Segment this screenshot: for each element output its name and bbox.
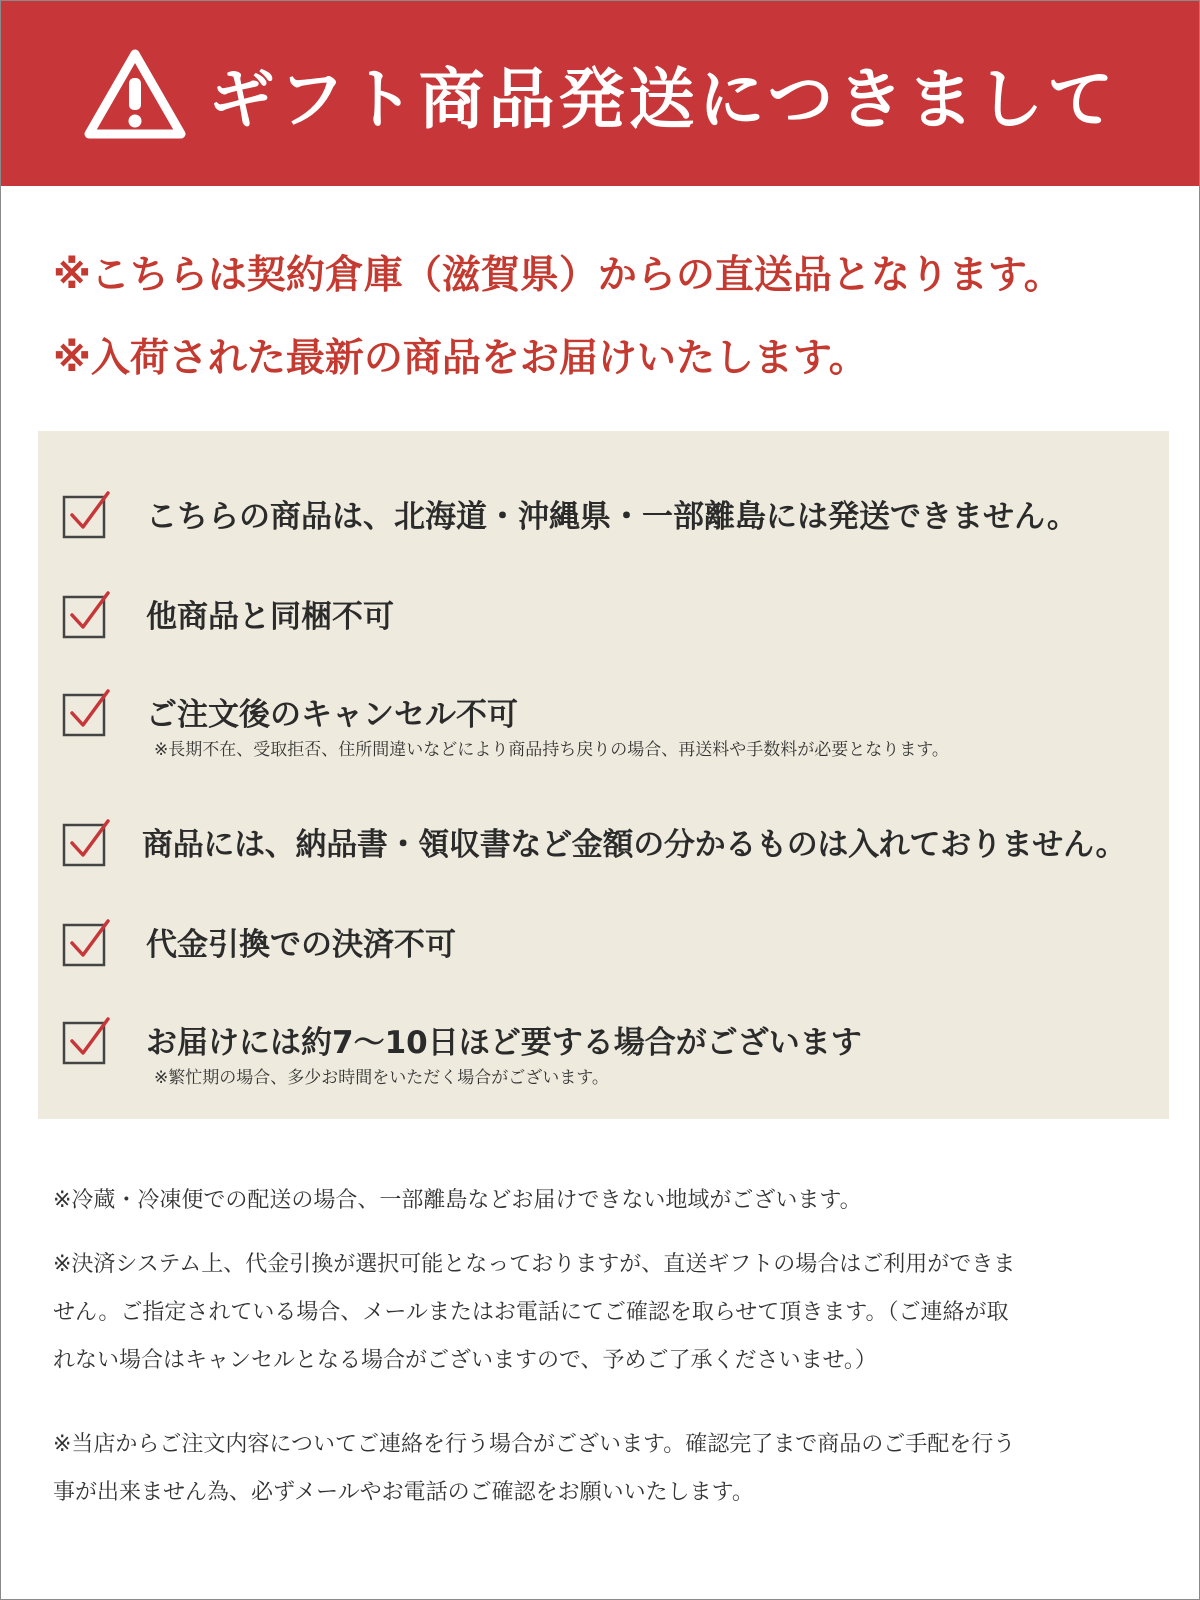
page-title: ギフト商品発送につきまして [208, 61, 1118, 138]
header-banner [1, 1, 1199, 186]
checklist-box [38, 431, 1169, 1119]
warning-triangle-icon [83, 48, 187, 140]
checklist-label: ご注文後のキャンセル不可 [146, 697, 518, 733]
footer-note-cold-delivery: ※冷蔵・冷凍便での配送の場合、一部離島などお届けできない地域がございます。 [53, 1188, 862, 1213]
checklist-label: 商品には、納品書・領収書など金額の分かるものは入れておりません。 [142, 827, 1127, 863]
footer-note-confirmation [53, 1421, 1153, 1517]
footer-line: 事が出来ません為、必ずメールやお電話のご確認をお願いいたします。 [53, 1480, 754, 1505]
checkbox-checked-icon [62, 489, 112, 539]
checkbox-checked-icon [62, 589, 112, 639]
checkbox-checked-icon [62, 817, 112, 867]
checkbox-checked-icon [62, 687, 112, 737]
checklist-note: ※長期不在、受取拒否、住所間違いなどにより商品持ち戻りの場合、再送料や手数料が必要となります。 [154, 740, 949, 760]
checklist-label: お届けには約7〜10日ほど要する場合がございます [146, 1025, 862, 1061]
checkbox-checked-icon [62, 1015, 112, 1065]
checklist-label: こちらの商品は、北海道・沖縄県・一部離島には発送できません。 [146, 499, 1078, 535]
notice-latest-product: ※入荷された最新の商品をお届けいたします。 [53, 336, 868, 381]
checklist-note: ※繁忙期の場合、多少お時間をいただく場合がございます。 [154, 1068, 609, 1088]
checkbox-checked-icon [62, 917, 112, 967]
footer-line: ※当店からご注文内容についてご連絡を行う場合がございます。確認完了まで商品のご手配を行う [53, 1432, 1016, 1457]
checklist-label: 他商品と同梱不可 [146, 599, 394, 635]
checklist-label: 代金引換での決済不可 [146, 927, 456, 963]
footer-note-payment [53, 1241, 1153, 1385]
footer-line: れない場合はキャンセルとなる場合がございますので、予めご了承くださいませ。） [53, 1348, 877, 1373]
footer-line: せん。ご指定されている場合、メールまたはお電話にてご確認を取らせて頂きます。（ご連絡が取 [53, 1300, 1009, 1325]
notice-direct-shipping: ※こちらは契約倉庫（滋賀県）からの直送品となります。 [53, 253, 1063, 298]
footer-line: ※決済システム上、代金引換が選択可能となっておりますが、直送ギフトの場合はご利用ができま [53, 1252, 1016, 1277]
